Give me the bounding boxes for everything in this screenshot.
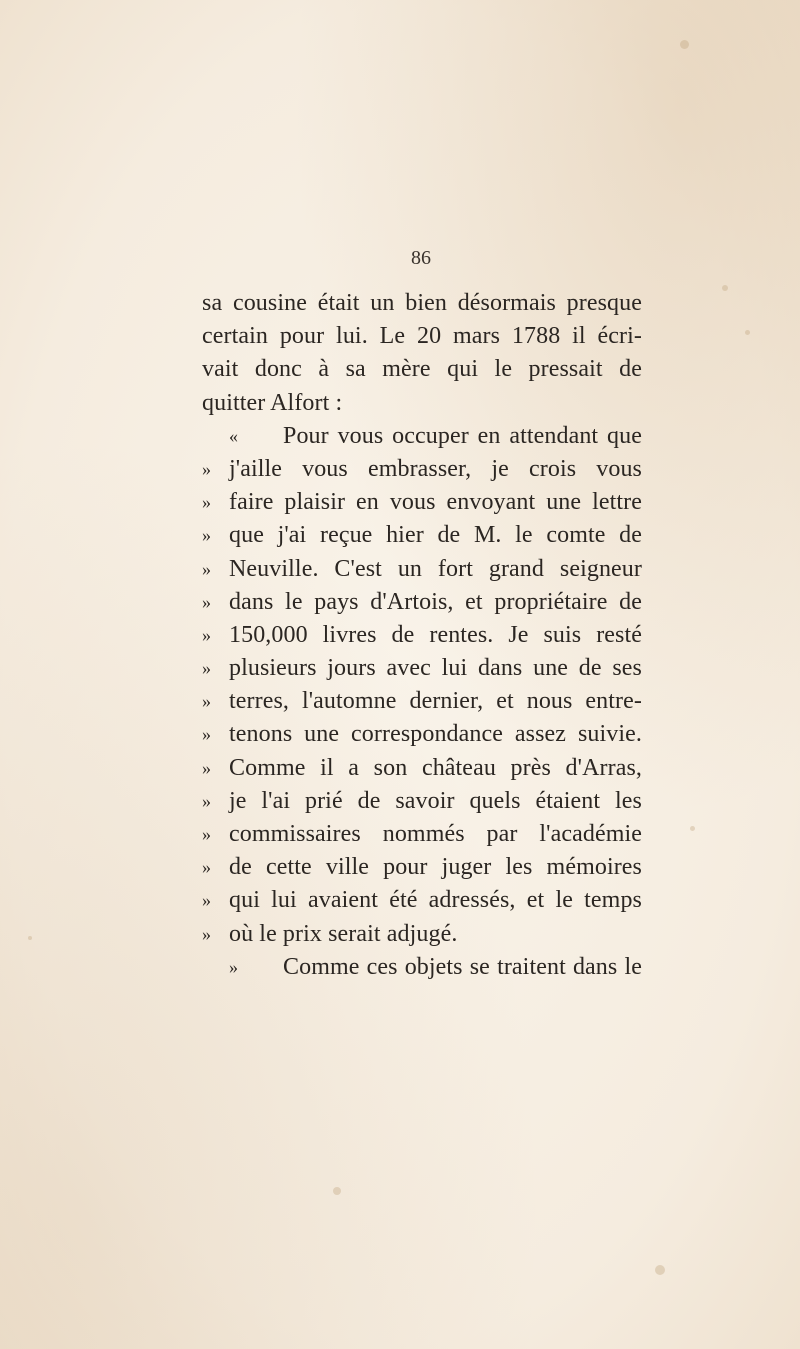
quote-marker: »: [202, 724, 212, 745]
page-number: 86: [411, 247, 431, 269]
text-line: [202, 486, 642, 519]
text-line: [202, 453, 642, 486]
text-line: [202, 785, 642, 818]
line-text: 150,000 livres de rentes. Je suis resté: [229, 621, 642, 648]
line-text: je l'ai prié de savoir quels étaient les: [229, 787, 642, 814]
body-text: [202, 287, 642, 984]
text-line: [202, 619, 642, 652]
line-text: où le prix serait adjugé.: [229, 920, 458, 947]
quote-marker: »: [202, 658, 212, 679]
line-text: Comme ces objets se traitent dans le: [283, 953, 642, 980]
quote-marker: »: [202, 757, 212, 778]
line-text: vait donc à sa mère qui le pressait de: [202, 356, 642, 383]
quote-marker: »: [202, 790, 212, 811]
line-text: quitter Alfort :: [202, 389, 343, 416]
line-text: j'aille vous embrasser, je crois vous: [229, 455, 642, 482]
line-text: Neuville. C'est un fort grand seigneur: [229, 555, 642, 582]
line-text: faire plaisir en vous envoyant une lettre: [229, 489, 642, 516]
text-line: [202, 586, 642, 619]
text-line: [202, 884, 642, 917]
text-line: [202, 420, 642, 453]
text-line: [202, 685, 642, 718]
text-line: [202, 918, 642, 951]
foxing-spot: [690, 826, 695, 831]
text-line: [202, 353, 642, 386]
foxing-spot: [655, 1265, 665, 1275]
line-text: tenons une correspondance assez suivie.: [229, 721, 642, 748]
quote-marker: »: [202, 624, 212, 645]
foxing-spot: [745, 330, 750, 335]
quote-marker: »: [202, 458, 212, 479]
foxing-spot: [333, 1187, 341, 1195]
quote-marker: »: [202, 923, 212, 944]
quote-marker: »: [202, 525, 212, 546]
quote-marker: »: [202, 890, 212, 911]
text-line: [202, 752, 642, 785]
line-text: certain pour lui. Le 20 mars 1788 il écri-: [202, 323, 642, 350]
text-line: [202, 951, 642, 984]
quote-marker: »: [229, 956, 239, 977]
text-line: [202, 553, 642, 586]
line-text: Comme il a son château près d'Arras,: [229, 754, 642, 781]
line-text: plusieurs jours avec lui dans une de ses: [229, 655, 642, 682]
line-text: terres, l'automne dernier, et nous entre-: [229, 688, 642, 715]
line-text: Pour vous occuper en attendant que: [283, 422, 642, 449]
quote-marker: »: [202, 857, 212, 878]
quote-marker: «: [229, 425, 239, 446]
text-line: [202, 387, 642, 420]
text-line: [202, 652, 642, 685]
foxing-spot: [722, 285, 728, 291]
quote-marker: »: [202, 558, 212, 579]
quote-marker: »: [202, 691, 212, 712]
foxing-spot: [28, 936, 32, 940]
text-line: [202, 320, 642, 353]
text-line: [202, 519, 642, 552]
line-text: qui lui avaient été adressés, et le temps: [229, 887, 642, 914]
text-line: [202, 818, 642, 851]
foxing-spot: [680, 40, 689, 49]
quote-marker: »: [202, 492, 212, 513]
line-text: sa cousine était un bien désormais presque: [202, 290, 642, 316]
line-text: que j'ai reçue hier de M. le comte de: [229, 522, 642, 549]
text-line: [202, 718, 642, 751]
quote-marker: »: [202, 824, 212, 844]
line-text: de cette ville pour juger les mémoires: [229, 854, 642, 881]
quote-marker: »: [202, 591, 212, 612]
text-line: [202, 851, 642, 884]
line-text: dans le pays d'Artois, et propriétaire de: [229, 588, 642, 615]
line-text: commissaires nommés par l'académie: [229, 821, 642, 847]
text-line: [202, 287, 642, 320]
